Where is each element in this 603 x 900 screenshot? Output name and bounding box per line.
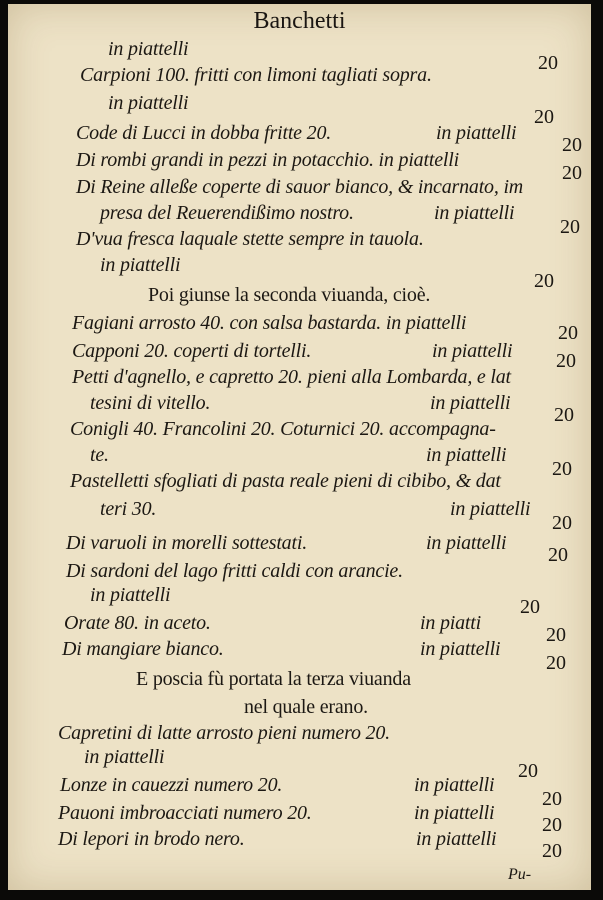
text-line: Fagiani arrosto 40. con salsa bastarda. in piattelli — [72, 312, 467, 334]
catchword: Pu- — [508, 866, 532, 883]
text-line: Pastelletti sfogliati di pasta reale pieni di cibibo, & dat — [70, 470, 501, 492]
text-line: Capponi 20. coperti di tortelli. — [72, 340, 312, 362]
quantity-number: 20 — [558, 322, 578, 344]
quantity-number: 20 — [552, 458, 572, 480]
text-line: Lonze in cauezzi numero 20. — [60, 774, 283, 796]
serving-label: in piattelli — [450, 498, 531, 520]
text-line: in piattelli — [90, 584, 171, 606]
serving-label: in piattelli — [426, 444, 507, 466]
section-heading: Poi giunse la seconda viuanda, cioè. — [148, 284, 431, 306]
serving-label: in piattelli — [436, 122, 517, 144]
quantity-number: 20 — [562, 162, 582, 184]
quantity-number: 20 — [518, 760, 538, 782]
serving-label: in piattelli — [426, 532, 507, 554]
text-line: Di lepori in brodo nero. — [58, 828, 245, 850]
text-line: Petti d'agnello, e capretto 20. pieni alla Lombarda, e lat — [72, 366, 511, 388]
text-line: Di varuoli in morelli sottestati. — [66, 532, 307, 554]
text-line: Carpioni 100. fritti con limoni tagliati sopra. — [80, 64, 432, 86]
quantity-number: 20 — [546, 624, 566, 646]
quantity-number: 20 — [554, 404, 574, 426]
quantity-number: 20 — [534, 270, 554, 292]
text-line: Di mangiare bianco. — [62, 638, 224, 660]
text-line: Capretini di latte arrosto pieni numero 20. — [58, 722, 390, 744]
text-line: Di Reine alleße coperte di sauor bianco, & incarnato, im — [76, 176, 524, 198]
serving-label: in piattelli — [420, 638, 501, 660]
text-line: D'vua fresca laquale stette sempre in tauola. — [76, 228, 424, 250]
quantity-number: 20 — [538, 52, 558, 74]
section-heading: nel quale erano. — [244, 696, 368, 718]
quantity-number: 20 — [552, 512, 572, 534]
text-line: Code di Lucci in dobba fritte 20. — [76, 122, 332, 144]
text-line: Conigli 40. Francolini 20. Coturnici 20. accompagna- — [70, 418, 496, 440]
quantity-number: 20 — [546, 652, 566, 674]
serving-label: in piattelli — [430, 392, 511, 414]
quantity-number: 20 — [556, 350, 576, 372]
quantity-number: 20 — [560, 216, 580, 238]
text-line: presa del Reuerendißimo nostro. — [100, 202, 354, 224]
serving-label: in piatti — [420, 612, 481, 634]
quantity-number: 20 — [542, 814, 562, 836]
running-header: Banchetti — [253, 8, 346, 34]
quantity-number: 20 — [542, 840, 562, 862]
quantity-number: 20 — [520, 596, 540, 618]
text-line: te. — [90, 444, 109, 466]
quantity-number: 20 — [548, 544, 568, 566]
text-line: teri 30. — [100, 498, 157, 520]
book-page — [8, 4, 591, 890]
serving-label: in piattelli — [432, 340, 513, 362]
quantity-number: 20 — [542, 788, 562, 810]
serving-label: in piattelli — [416, 828, 497, 850]
serving-label: in piattelli — [414, 802, 495, 824]
text-line: in piattelli — [100, 254, 181, 276]
text-line: Pauoni imbroacciati numero 20. — [58, 802, 312, 824]
quantity-number: 20 — [534, 106, 554, 128]
quantity-number: 20 — [562, 134, 582, 156]
text-line: tesini di vitello. — [90, 392, 211, 414]
text-line: Di rombi grandi in pezzi in potacchio. in piattelli — [76, 149, 459, 171]
serving-label: in piattelli — [414, 774, 495, 796]
serving-label: in piattelli — [434, 202, 515, 224]
text-line: in piattelli — [108, 38, 189, 60]
text-line: Orate 80. in aceto. — [64, 612, 211, 634]
text-line: in piattelli — [84, 746, 165, 768]
text-line: in piattelli — [108, 92, 189, 114]
section-heading: E poscia fù portata la terza viuanda — [136, 668, 411, 690]
text-line: Di sardoni del lago fritti caldi con arancie. — [66, 560, 403, 582]
